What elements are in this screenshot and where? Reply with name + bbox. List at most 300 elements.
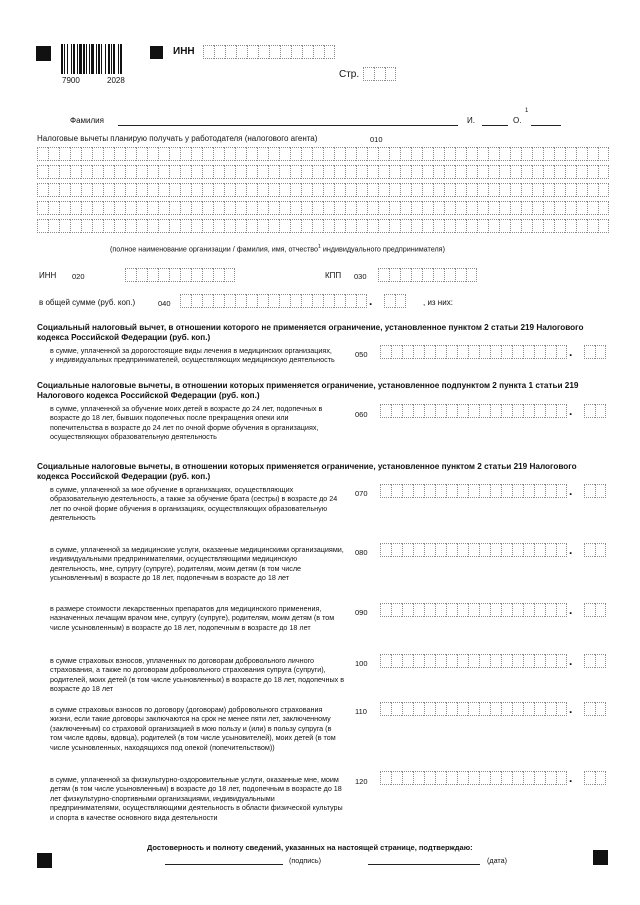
- entry-cell[interactable]: [136, 165, 147, 179]
- entry-cell[interactable]: [290, 147, 301, 161]
- entry-cell[interactable]: [312, 183, 323, 197]
- entry-cell[interactable]: [510, 219, 521, 233]
- entry-cell[interactable]: [114, 219, 125, 233]
- entry-cell[interactable]: [534, 345, 545, 359]
- entry-cell[interactable]: [457, 404, 468, 418]
- entry-cell[interactable]: [435, 543, 446, 557]
- entry-cell[interactable]: [380, 484, 391, 498]
- entry-cell[interactable]: [466, 183, 477, 197]
- entry-cell[interactable]: [576, 219, 587, 233]
- entry-cell[interactable]: [402, 603, 413, 617]
- entry-cell[interactable]: [301, 294, 312, 308]
- entry-cell[interactable]: [246, 201, 257, 215]
- entry-cell[interactable]: [380, 702, 391, 716]
- entry-cell[interactable]: [312, 147, 323, 161]
- row-100-kop-cells[interactable]: [584, 654, 606, 668]
- entry-cell[interactable]: [213, 183, 224, 197]
- entry-cell[interactable]: [147, 201, 158, 215]
- entry-cell[interactable]: [378, 183, 389, 197]
- entry-cell[interactable]: [92, 219, 103, 233]
- entry-cell[interactable]: [501, 345, 512, 359]
- entry-cell[interactable]: [433, 147, 444, 161]
- entry-cell[interactable]: [468, 771, 479, 785]
- entry-cell[interactable]: [290, 219, 301, 233]
- employer-name-row-1[interactable]: [37, 147, 609, 161]
- entry-cell[interactable]: [125, 183, 136, 197]
- entry-cell[interactable]: [70, 183, 81, 197]
- entry-cell[interactable]: [444, 165, 455, 179]
- entry-cell[interactable]: [125, 219, 136, 233]
- entry-cell[interactable]: [268, 183, 279, 197]
- entry-cell[interactable]: [180, 201, 191, 215]
- entry-cell[interactable]: [246, 183, 257, 197]
- entry-cell[interactable]: [81, 183, 92, 197]
- entry-cell[interactable]: [424, 771, 435, 785]
- entry-cell[interactable]: [246, 219, 257, 233]
- entry-cell[interactable]: [257, 219, 268, 233]
- entry-cell[interactable]: [532, 165, 543, 179]
- entry-cell[interactable]: [400, 147, 411, 161]
- entry-cell[interactable]: [268, 147, 279, 161]
- row-060-rub-cells[interactable]: [380, 404, 567, 418]
- entry-cell[interactable]: [103, 165, 114, 179]
- entry-cell[interactable]: [400, 268, 411, 282]
- entry-cell[interactable]: [490, 345, 501, 359]
- entry-cell[interactable]: [521, 165, 532, 179]
- entry-cell[interactable]: [169, 165, 180, 179]
- entry-cell[interactable]: [334, 183, 345, 197]
- entry-cell[interactable]: [380, 654, 391, 668]
- entry-cell[interactable]: [490, 484, 501, 498]
- entry-cell[interactable]: [391, 345, 402, 359]
- entry-cell[interactable]: [543, 165, 554, 179]
- entry-cell[interactable]: [435, 484, 446, 498]
- entry-cell[interactable]: [301, 165, 312, 179]
- entry-cell[interactable]: [257, 201, 268, 215]
- row-110-rub-cells[interactable]: [380, 702, 567, 716]
- row-090-kop-cells[interactable]: [584, 603, 606, 617]
- entry-cell[interactable]: [584, 702, 595, 716]
- employer-name-row-2[interactable]: [37, 165, 609, 179]
- entry-cell[interactable]: [499, 201, 510, 215]
- entry-cell[interactable]: [391, 702, 402, 716]
- entry-cell[interactable]: [378, 147, 389, 161]
- entry-cell[interactable]: [384, 294, 395, 308]
- entry-cell[interactable]: [523, 603, 534, 617]
- entry-cell[interactable]: [345, 183, 356, 197]
- entry-cell[interactable]: [323, 183, 334, 197]
- signature-line[interactable]: [165, 864, 283, 865]
- entry-cell[interactable]: [400, 219, 411, 233]
- entry-cell[interactable]: [125, 165, 136, 179]
- entry-cell[interactable]: [395, 294, 406, 308]
- entry-cell[interactable]: [556, 404, 567, 418]
- entry-cell[interactable]: [446, 654, 457, 668]
- entry-cell[interactable]: [158, 219, 169, 233]
- entry-cell[interactable]: [521, 201, 532, 215]
- entry-cell[interactable]: [455, 147, 466, 161]
- entry-cell[interactable]: [501, 771, 512, 785]
- entry-cell[interactable]: [534, 702, 545, 716]
- entry-cell[interactable]: [422, 165, 433, 179]
- entry-cell[interactable]: [587, 165, 598, 179]
- entry-cell[interactable]: [523, 654, 534, 668]
- entry-cell[interactable]: [191, 219, 202, 233]
- entry-cell[interactable]: [413, 345, 424, 359]
- entry-cell[interactable]: [501, 543, 512, 557]
- entry-cell[interactable]: [202, 268, 213, 282]
- row-060-kop-cells[interactable]: [584, 404, 606, 418]
- entry-cell[interactable]: [554, 165, 565, 179]
- entry-cell[interactable]: [488, 147, 499, 161]
- entry-cell[interactable]: [59, 165, 70, 179]
- employer-inn-cells[interactable]: [125, 268, 235, 282]
- entry-cell[interactable]: [400, 165, 411, 179]
- entry-cell[interactable]: [584, 603, 595, 617]
- entry-cell[interactable]: [554, 201, 565, 215]
- entry-cell[interactable]: [158, 268, 169, 282]
- entry-cell[interactable]: [356, 183, 367, 197]
- entry-cell[interactable]: [323, 165, 334, 179]
- entry-cell[interactable]: [213, 219, 224, 233]
- kpp-cells[interactable]: [378, 268, 477, 282]
- entry-cell[interactable]: [246, 294, 257, 308]
- entry-cell[interactable]: [103, 147, 114, 161]
- entry-cell[interactable]: [235, 147, 246, 161]
- entry-cell[interactable]: [598, 165, 609, 179]
- entry-cell[interactable]: [380, 404, 391, 418]
- entry-cell[interactable]: [235, 183, 246, 197]
- entry-cell[interactable]: [413, 771, 424, 785]
- entry-cell[interactable]: [532, 219, 543, 233]
- entry-cell[interactable]: [70, 219, 81, 233]
- entry-cell[interactable]: [477, 165, 488, 179]
- entry-cell[interactable]: [279, 165, 290, 179]
- entry-cell[interactable]: [488, 183, 499, 197]
- entry-cell[interactable]: [389, 268, 400, 282]
- entry-cell[interactable]: [356, 219, 367, 233]
- entry-cell[interactable]: [279, 219, 290, 233]
- row-100-rub-cells[interactable]: [380, 654, 567, 668]
- entry-cell[interactable]: [400, 201, 411, 215]
- entry-cell[interactable]: [213, 268, 224, 282]
- entry-cell[interactable]: [457, 484, 468, 498]
- entry-cell[interactable]: [323, 201, 334, 215]
- entry-cell[interactable]: [334, 294, 345, 308]
- entry-cell[interactable]: [290, 183, 301, 197]
- entry-cell[interactable]: [457, 603, 468, 617]
- entry-cell[interactable]: [490, 702, 501, 716]
- entry-cell[interactable]: [554, 219, 565, 233]
- entry-cell[interactable]: [202, 201, 213, 215]
- entry-cell[interactable]: [247, 45, 258, 59]
- entry-cell[interactable]: [595, 484, 606, 498]
- row-090-rub-cells[interactable]: [380, 603, 567, 617]
- entry-cell[interactable]: [235, 201, 246, 215]
- entry-cell[interactable]: [402, 345, 413, 359]
- entry-cell[interactable]: [92, 165, 103, 179]
- entry-cell[interactable]: [279, 294, 290, 308]
- entry-cell[interactable]: [510, 147, 521, 161]
- entry-cell[interactable]: [302, 45, 313, 59]
- entry-cell[interactable]: [402, 771, 413, 785]
- entry-cell[interactable]: [521, 147, 532, 161]
- entry-cell[interactable]: [224, 268, 235, 282]
- entry-cell[interactable]: [345, 201, 356, 215]
- entry-cell[interactable]: [598, 219, 609, 233]
- entry-cell[interactable]: [488, 219, 499, 233]
- entry-cell[interactable]: [523, 404, 534, 418]
- entry-cell[interactable]: [479, 654, 490, 668]
- entry-cell[interactable]: [468, 345, 479, 359]
- entry-cell[interactable]: [433, 183, 444, 197]
- entry-cell[interactable]: [584, 654, 595, 668]
- entry-cell[interactable]: [424, 484, 435, 498]
- entry-cell[interactable]: [466, 147, 477, 161]
- entry-cell[interactable]: [433, 165, 444, 179]
- entry-cell[interactable]: [521, 219, 532, 233]
- entry-cell[interactable]: [587, 183, 598, 197]
- entry-cell[interactable]: [402, 543, 413, 557]
- entry-cell[interactable]: [512, 404, 523, 418]
- entry-cell[interactable]: [291, 45, 302, 59]
- entry-cell[interactable]: [543, 183, 554, 197]
- entry-cell[interactable]: [367, 201, 378, 215]
- row-120-rub-cells[interactable]: [380, 771, 567, 785]
- entry-cell[interactable]: [147, 183, 158, 197]
- entry-cell[interactable]: [389, 219, 400, 233]
- entry-cell[interactable]: [488, 201, 499, 215]
- entry-cell[interactable]: [391, 603, 402, 617]
- total-rub-cells[interactable]: [180, 294, 367, 308]
- entry-cell[interactable]: [468, 484, 479, 498]
- entry-cell[interactable]: [545, 484, 556, 498]
- entry-cell[interactable]: [191, 201, 202, 215]
- entry-cell[interactable]: [402, 702, 413, 716]
- entry-cell[interactable]: [457, 771, 468, 785]
- entry-cell[interactable]: [411, 201, 422, 215]
- entry-cell[interactable]: [435, 654, 446, 668]
- entry-cell[interactable]: [290, 201, 301, 215]
- entry-cell[interactable]: [48, 201, 59, 215]
- entry-cell[interactable]: [457, 702, 468, 716]
- entry-cell[interactable]: [477, 219, 488, 233]
- entry-cell[interactable]: [70, 165, 81, 179]
- entry-cell[interactable]: [48, 183, 59, 197]
- entry-cell[interactable]: [554, 147, 565, 161]
- entry-cell[interactable]: [225, 45, 236, 59]
- entry-cell[interactable]: [312, 165, 323, 179]
- entry-cell[interactable]: [424, 702, 435, 716]
- entry-cell[interactable]: [595, 603, 606, 617]
- entry-cell[interactable]: [356, 294, 367, 308]
- entry-cell[interactable]: [521, 183, 532, 197]
- entry-cell[interactable]: [323, 219, 334, 233]
- entry-cell[interactable]: [446, 603, 457, 617]
- taxpayer-inn-cells[interactable]: [203, 45, 335, 59]
- entry-cell[interactable]: [595, 543, 606, 557]
- entry-cell[interactable]: [236, 45, 247, 59]
- entry-cell[interactable]: [466, 219, 477, 233]
- entry-cell[interactable]: [446, 345, 457, 359]
- total-kop-cells[interactable]: [384, 294, 406, 308]
- entry-cell[interactable]: [565, 201, 576, 215]
- entry-cell[interactable]: [499, 183, 510, 197]
- employer-name-row-3[interactable]: [37, 183, 609, 197]
- entry-cell[interactable]: [356, 147, 367, 161]
- entry-cell[interactable]: [433, 219, 444, 233]
- entry-cell[interactable]: [312, 219, 323, 233]
- entry-cell[interactable]: [180, 183, 191, 197]
- entry-cell[interactable]: [313, 45, 324, 59]
- employer-name-row-4[interactable]: [37, 201, 609, 215]
- entry-cell[interactable]: [334, 165, 345, 179]
- entry-cell[interactable]: [424, 345, 435, 359]
- entry-cell[interactable]: [490, 404, 501, 418]
- entry-cell[interactable]: [385, 67, 396, 81]
- entry-cell[interactable]: [400, 183, 411, 197]
- entry-cell[interactable]: [213, 147, 224, 161]
- entry-cell[interactable]: [389, 165, 400, 179]
- entry-cell[interactable]: [334, 219, 345, 233]
- entry-cell[interactable]: [334, 201, 345, 215]
- entry-cell[interactable]: [191, 268, 202, 282]
- entry-cell[interactable]: [534, 484, 545, 498]
- entry-cell[interactable]: [510, 201, 521, 215]
- entry-cell[interactable]: [114, 183, 125, 197]
- entry-cell[interactable]: [466, 165, 477, 179]
- entry-cell[interactable]: [595, 404, 606, 418]
- entry-cell[interactable]: [402, 404, 413, 418]
- entry-cell[interactable]: [268, 294, 279, 308]
- entry-cell[interactable]: [301, 219, 312, 233]
- entry-cell[interactable]: [556, 543, 567, 557]
- entry-cell[interactable]: [512, 345, 523, 359]
- entry-cell[interactable]: [479, 771, 490, 785]
- entry-cell[interactable]: [213, 201, 224, 215]
- entry-cell[interactable]: [545, 543, 556, 557]
- entry-cell[interactable]: [435, 404, 446, 418]
- entry-cell[interactable]: [424, 654, 435, 668]
- entry-cell[interactable]: [523, 702, 534, 716]
- entry-cell[interactable]: [413, 484, 424, 498]
- entry-cell[interactable]: [81, 165, 92, 179]
- entry-cell[interactable]: [598, 201, 609, 215]
- page-number-cells[interactable]: [363, 67, 396, 81]
- entry-cell[interactable]: [301, 201, 312, 215]
- entry-cell[interactable]: [488, 165, 499, 179]
- entry-cell[interactable]: [446, 702, 457, 716]
- entry-cell[interactable]: [345, 147, 356, 161]
- entry-cell[interactable]: [81, 219, 92, 233]
- entry-cell[interactable]: [136, 268, 147, 282]
- entry-cell[interactable]: [490, 654, 501, 668]
- entry-cell[interactable]: [81, 201, 92, 215]
- entry-cell[interactable]: [378, 165, 389, 179]
- entry-cell[interactable]: [202, 147, 213, 161]
- entry-cell[interactable]: [556, 771, 567, 785]
- entry-cell[interactable]: [367, 165, 378, 179]
- entry-cell[interactable]: [565, 219, 576, 233]
- entry-cell[interactable]: [444, 147, 455, 161]
- entry-cell[interactable]: [224, 219, 235, 233]
- entry-cell[interactable]: [499, 165, 510, 179]
- entry-cell[interactable]: [534, 654, 545, 668]
- entry-cell[interactable]: [512, 771, 523, 785]
- entry-cell[interactable]: [191, 165, 202, 179]
- entry-cell[interactable]: [345, 219, 356, 233]
- initial-i-line[interactable]: [482, 125, 508, 126]
- entry-cell[interactable]: [512, 543, 523, 557]
- entry-cell[interactable]: [435, 702, 446, 716]
- entry-cell[interactable]: [477, 147, 488, 161]
- entry-cell[interactable]: [59, 147, 70, 161]
- entry-cell[interactable]: [224, 294, 235, 308]
- entry-cell[interactable]: [556, 702, 567, 716]
- entry-cell[interactable]: [323, 294, 334, 308]
- entry-cell[interactable]: [598, 183, 609, 197]
- entry-cell[interactable]: [512, 654, 523, 668]
- entry-cell[interactable]: [169, 183, 180, 197]
- entry-cell[interactable]: [147, 268, 158, 282]
- entry-cell[interactable]: [556, 603, 567, 617]
- entry-cell[interactable]: [501, 484, 512, 498]
- entry-cell[interactable]: [391, 404, 402, 418]
- entry-cell[interactable]: [490, 603, 501, 617]
- entry-cell[interactable]: [136, 201, 147, 215]
- entry-cell[interactable]: [180, 219, 191, 233]
- entry-cell[interactable]: [367, 183, 378, 197]
- entry-cell[interactable]: [477, 183, 488, 197]
- entry-cell[interactable]: [169, 219, 180, 233]
- entry-cell[interactable]: [125, 201, 136, 215]
- entry-cell[interactable]: [584, 345, 595, 359]
- entry-cell[interactable]: [545, 771, 556, 785]
- entry-cell[interactable]: [523, 345, 534, 359]
- entry-cell[interactable]: [584, 771, 595, 785]
- entry-cell[interactable]: [257, 183, 268, 197]
- entry-cell[interactable]: [202, 219, 213, 233]
- row-080-rub-cells[interactable]: [380, 543, 567, 557]
- entry-cell[interactable]: [37, 183, 48, 197]
- entry-cell[interactable]: [499, 219, 510, 233]
- entry-cell[interactable]: [595, 345, 606, 359]
- entry-cell[interactable]: [301, 183, 312, 197]
- entry-cell[interactable]: [512, 603, 523, 617]
- entry-cell[interactable]: [479, 702, 490, 716]
- entry-cell[interactable]: [512, 702, 523, 716]
- entry-cell[interactable]: [191, 183, 202, 197]
- entry-cell[interactable]: [37, 165, 48, 179]
- entry-cell[interactable]: [455, 165, 466, 179]
- entry-cell[interactable]: [584, 543, 595, 557]
- row-070-rub-cells[interactable]: [380, 484, 567, 498]
- entry-cell[interactable]: [235, 165, 246, 179]
- entry-cell[interactable]: [389, 201, 400, 215]
- entry-cell[interactable]: [180, 147, 191, 161]
- entry-cell[interactable]: [59, 201, 70, 215]
- entry-cell[interactable]: [455, 183, 466, 197]
- entry-cell[interactable]: [203, 45, 214, 59]
- entry-cell[interactable]: [268, 165, 279, 179]
- entry-cell[interactable]: [136, 183, 147, 197]
- entry-cell[interactable]: [422, 268, 433, 282]
- entry-cell[interactable]: [479, 603, 490, 617]
- entry-cell[interactable]: [323, 147, 334, 161]
- entry-cell[interactable]: [345, 165, 356, 179]
- entry-cell[interactable]: [279, 147, 290, 161]
- entry-cell[interactable]: [367, 147, 378, 161]
